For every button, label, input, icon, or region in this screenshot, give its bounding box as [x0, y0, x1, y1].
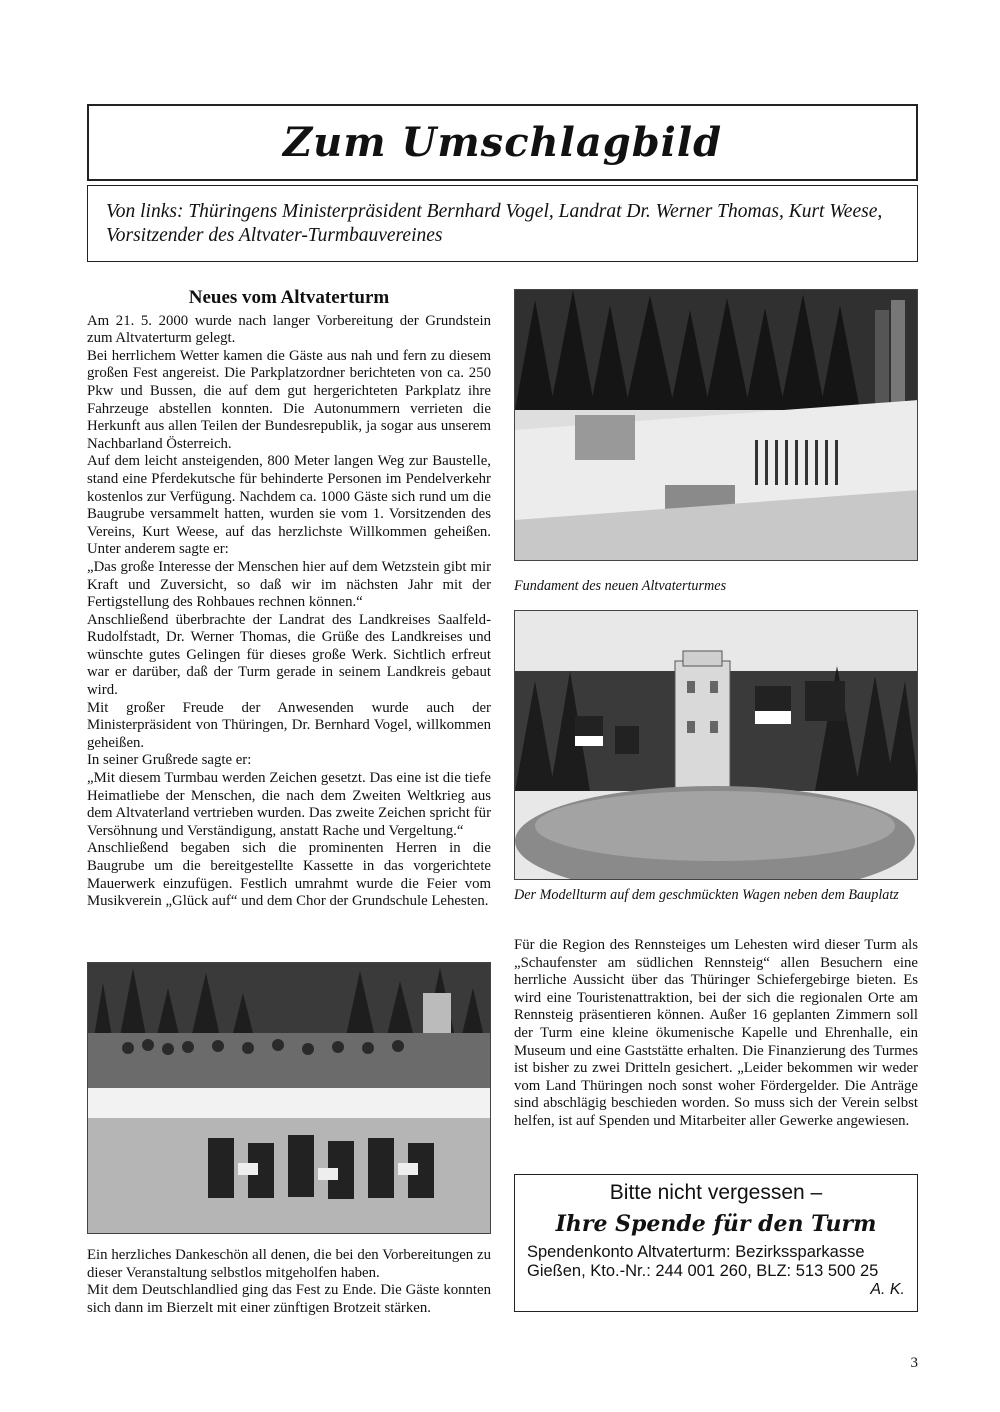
donation-account: Spendenkonto Altvaterturm: Bezirkssparkasse Gießen, Kto.-Nr.: 244 001 260, BLZ: 513 500 25 — [527, 1243, 879, 1280]
ceremony-photo — [87, 962, 491, 1234]
page-number: 3 — [910, 1355, 918, 1371]
paragraph: Mit dem Deutschlandlied ging das Fest zu Ende. Die Gäste konnten sich dann im Bierzelt mit einer zünftigen Brotzeit stärken. — [87, 1282, 491, 1316]
donation-slogan: Ihre Spende für den Turm — [555, 1211, 877, 1237]
paragraph: Am 21. 5. 2000 wurde nach langer Vorbereitung der Grundstein zum Altvaterturm gelegt. — [87, 312, 491, 347]
foundation-photo — [514, 289, 918, 561]
donation-reminder: Bitte nicht vergessen – — [609, 1181, 823, 1204]
paragraph: „Mit diesem Turmbau werden Zeichen gesetzt. Das eine ist die tiefe Heimatliebe der Menschen, die nach dem Zweiten Weltkrieg aus dem Altvaterland vertrieben wurden. Das zweite Zeichen spricht für Versöhnung und Verständigung, anstatt Rache und Vergeltung.“ — [87, 770, 491, 839]
page-title: Zum Umschlagbild — [282, 119, 723, 166]
paragraph: Auf dem leicht ansteigenden, 800 Meter langen Weg zur Baustelle, stand eine Pferdekutsche für behinderte Personen im Pendelverkehr kostenlos zur Verfügung. Nachdem ca. 1000 Gäste sich rund um die Baugrube versammelt hatten, wurden sie vom 1. Vorsitzenden des Vereins, Kurt Weese, auf das herzlichste Willkommen geheißen. Unter anderem sagte er: — [87, 453, 491, 558]
article-column — [87, 289, 491, 911]
paragraph: Anschließend überbrachte der Landrat des Landkreises Saalfeld-Rudolfstadt, Dr. Werner Thomas, die Grüße des Landkreises und wünschte gutes Gelingen für dieses große Werk. Sichtlich erfreut war er darüber, daß der Turm gerade in seinem Landkreis gebaut wird. — [87, 611, 491, 699]
title-box — [87, 104, 918, 181]
paragraph: Mit großer Freude der Anwesenden wurde auch der Ministerpräsident von Thüringen, Dr. Bernhard Vogel, willkommen geheißen. — [87, 699, 491, 751]
article-heading: Neues vom Altvaterturm — [188, 287, 390, 308]
paragraph: Anschließend begaben sich die prominenten Herren in die Baugrube um die bereitgestellte Kassette in das vorgerichtete Mauerwerk einzufügen. Festlich umrahmt wurde die Feier vom Musikverein „Glück auf“ und dem Chor der Grundschule Lehesten. — [87, 840, 491, 910]
paragraph: Ein herzliches Dankeschön all denen, die bei den Vorbereitungen zu dieser Veranstaltung selbstlos mitgeholfen haben. — [87, 1247, 491, 1281]
foundation-caption: Fundament des neuen Altvaterturmes — [514, 578, 727, 594]
right-text: Für die Region des Rennsteiges um Lehesten wird dieser Turm als „Schaufenster am südlichen Rennsteig“ allen Besuchern eine herrliche Aussicht über das Thüringer Schiefergebirge bieten. Es wird eine Touristenattraktion, bei der sich die regionalen Orte am Rennsteig präsentieren können. Außer 16 geplanten Zimmern soll der Turm eine kleine ökumenische Kapelle und Ehrenhalle, ein Museum und eine Gaststätte erhalten. Die Finanzierung des Turmes ist bisher zu zwei Dritteln gesichert. „Leider bekommen wir weder vom Land Thüringen noch sonst woher Fördergelder. Die Anträge sind abschlägig beschieden worden. So muss sich der Verein selbst helfen, ist auf Spenden und Mitarbeiter aller Gewerke angewiesen. — [514, 937, 918, 1129]
donation-signature: A. K. — [870, 1281, 905, 1298]
donation-box — [514, 1174, 918, 1312]
cover-caption: Von links: Thüringens Ministerpräsident Bernhard Vogel, Landrat Dr. Werner Thomas, Kurt Weese, Vorsitzender des Altvater-Turmbauvereines — [87, 185, 918, 262]
model-tower-photo — [514, 610, 918, 880]
paragraph: Bei herrlichem Wetter kamen die Gäste aus nah und fern zu diesem großen Fest angereist. Die Parkplatzordner berichteten von ca. 250 Pkw und Bussen, die auf dem gut hergerichteten Parkplatz ihre Fahrzeuge abstellen konnten. Die Autonummern verrieten die Herkunft aus allen Teilen der Bundesrepublik, ja sogar aus unserem Nachbarland Österreich. — [87, 347, 491, 452]
article-closing — [87, 1247, 491, 1317]
paragraph: In seiner Grußrede sagte er: — [87, 752, 252, 769]
model-tower-caption: Der Modellturm auf dem geschmückten Wagen neben dem Bauplatz — [514, 887, 899, 903]
paragraph: „Das große Interesse der Menschen hier auf dem Wetzstein gibt mir Kraft und Zuversicht, so daß wir im nächsten Jahr mit der Fertigstellung des Rohbaues rechnen können.“ — [87, 558, 491, 611]
